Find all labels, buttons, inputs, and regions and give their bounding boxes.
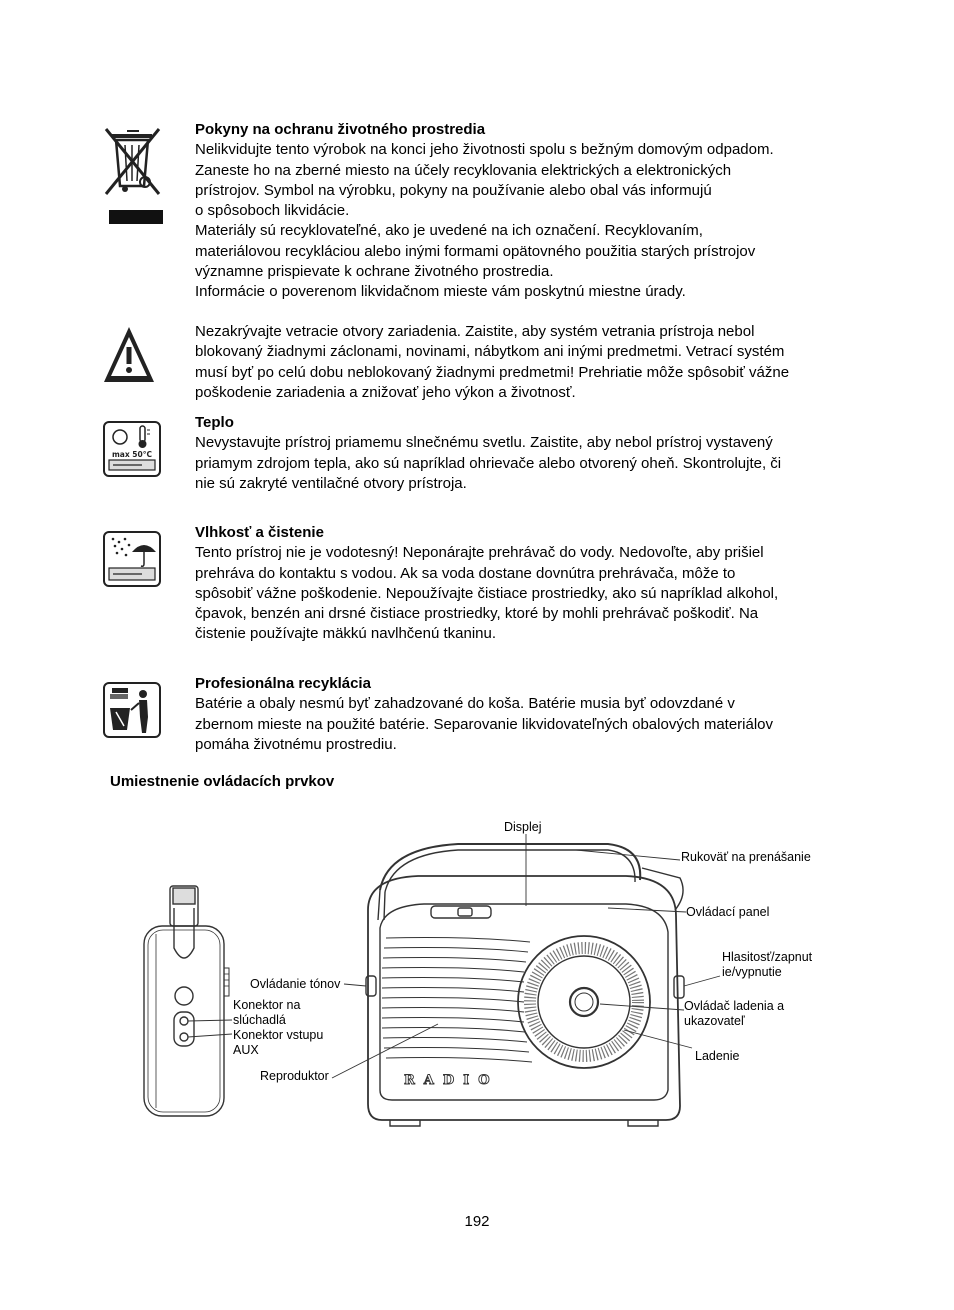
text-line: priamym zdrojom tepla, ako sú napríklad ohrievače alebo otvorený oheň. Skontrolujte, či	[195, 454, 782, 472]
warning-triangle-icon	[101, 324, 157, 386]
text-line: čistenie používajte mäkkú navlhčenú tkaninu.	[195, 625, 497, 643]
moisture-section	[195, 523, 845, 645]
label-speaker: Reproduktor	[260, 1069, 329, 1083]
recycling-person-bin-icon	[102, 681, 162, 739]
environment-title: Pokyny na ochranu životného prostredia	[195, 121, 486, 138]
label-volume-line1: Hlasitosť/zapnut	[722, 950, 813, 964]
headphone-jack	[180, 1017, 188, 1025]
radio-brand-text: RADIO	[404, 1073, 499, 1088]
text-line: pomáha životnému prostrediu.	[195, 735, 397, 753]
text-line: prístrojov. Symbol na výrobku, pokyny na používanie alebo obal vás informujú	[195, 181, 712, 199]
label-tuning: Ladenie	[695, 1049, 740, 1063]
text-line: Tento prístroj nie je vodotesný! Neponárajte prehrávač do vody. Nedovoľte, aby prišiel	[195, 544, 764, 562]
controls-heading: Umiestnenie ovládacích prvkov	[110, 773, 335, 790]
aux-jack	[180, 1033, 188, 1041]
label-aux	[233, 1028, 323, 1058]
side-tone-knob	[175, 987, 193, 1005]
label-headphone	[233, 998, 300, 1028]
text-line: musí byť po celú dobu neblokovaný žiadnymi predmetmi! Prehriatie môže spôsobiť vážne	[195, 363, 790, 381]
label-handle: Rukoväť na prenášanie	[681, 850, 811, 864]
label-aux-line1: Konektor vstupu	[233, 1028, 324, 1042]
text-line: Zaneste ho na zberné miesto na účely recyklovania elektrických a elektronických	[195, 161, 732, 179]
heat-thermometer-icon	[102, 420, 162, 478]
label-tuning-knob-line1: Ovládač ladenia a	[684, 999, 785, 1013]
label-headphone-line2: slúchadlá	[233, 1013, 286, 1027]
label-control-panel: Ovládací panel	[686, 905, 770, 919]
moisture-umbrella-icon	[102, 530, 162, 588]
label-aux-line2: AUX	[233, 1043, 259, 1057]
weee-crossed-bin-icon	[101, 124, 165, 226]
moisture-title: Vlhkosť a čistenie	[195, 524, 324, 541]
label-headphone-line1: Konektor na	[233, 998, 301, 1012]
heat-title: Teplo	[195, 414, 234, 431]
text-line: Informácie o poverenom likvidačnom mieste vám poskytnú miestne úrady.	[195, 283, 686, 301]
page-number: 192	[464, 1213, 490, 1230]
text-line: o spôsoboch likvidácie.	[195, 202, 350, 220]
text-line: blokovaný žiadnymi záclonami, novinami, nábytkom ani inými predmetmi. Vetrací systém	[195, 343, 785, 361]
carry-handle	[380, 844, 640, 890]
text-line: materiálovou recykláciou alebo inými formami opätovného použitia starých prístrojov	[195, 242, 756, 260]
text-line: prehráva do kontaktu s vodou. Ak sa voda dostane dovnútra prehrávača, môže to	[195, 564, 736, 582]
text-line: Materiály sú recyklovateľné, ako je uvedené na ich označení. Recyklovaním,	[195, 222, 703, 240]
speaker-grille	[382, 938, 532, 1063]
radio-diagram	[128, 808, 828, 1130]
heat-section	[195, 413, 845, 494]
label-tuning-knob-line2: ukazovateľ	[684, 1014, 745, 1028]
text-line: Batérie a obaly nesmú byť zahadzované do koša. Batérie musia byť odovzdané v	[195, 695, 735, 713]
text-line: Nezakrývajte vetracie otvory zariadenia. Zaistite, aby systém vetrania prístroja nebol	[195, 323, 755, 340]
text-line: Nelikvidujte tento výrobok na konci jeho životnosti spolu s bežným domovým odpadom.	[195, 141, 774, 159]
text-line: zbernom mieste na použité batérie. Separovanie likvidovateľných obalových materiálov	[195, 715, 774, 733]
label-volume-line2: ie/vypnutie	[722, 965, 782, 979]
heat-limit-text: max 50°C	[111, 450, 153, 459]
dial-tick-ring	[530, 948, 638, 1056]
label-volume	[722, 950, 812, 980]
volume-knob	[674, 976, 684, 998]
text-line: čpavok, benzén ani drsné čistiace prostriedky, ktoré by mohli prehrávač poškodiť. Na	[195, 605, 759, 623]
label-tone: Ovládanie tónov	[250, 977, 341, 991]
text-line: poškodenie zariadenia a znižovať jeho výkon a životnosť.	[195, 383, 576, 401]
text-line: Nevystavujte prístroj priamemu slnečnému svetlu. Zaistite, aby nebol prístroj vystavený	[195, 434, 773, 452]
text-line: spôsobiť vážne poškodenie. Nepoužívajte čistiace prostriedky, ako sú napríklad alkohol,	[195, 584, 779, 602]
recycling-section	[195, 674, 845, 755]
label-display: Displej	[504, 820, 542, 834]
environment-section	[195, 120, 845, 303]
tuning-knob	[570, 988, 598, 1016]
label-tuning-knob	[684, 999, 784, 1029]
text-line: významne prispievate k ochrane životného prostredia.	[195, 263, 554, 281]
text-line: nie sú zakryté ventilačné otvory prístroja.	[195, 474, 467, 492]
ventilation-section	[195, 322, 845, 403]
recycling-title: Profesionálna recyklácia	[195, 675, 371, 692]
